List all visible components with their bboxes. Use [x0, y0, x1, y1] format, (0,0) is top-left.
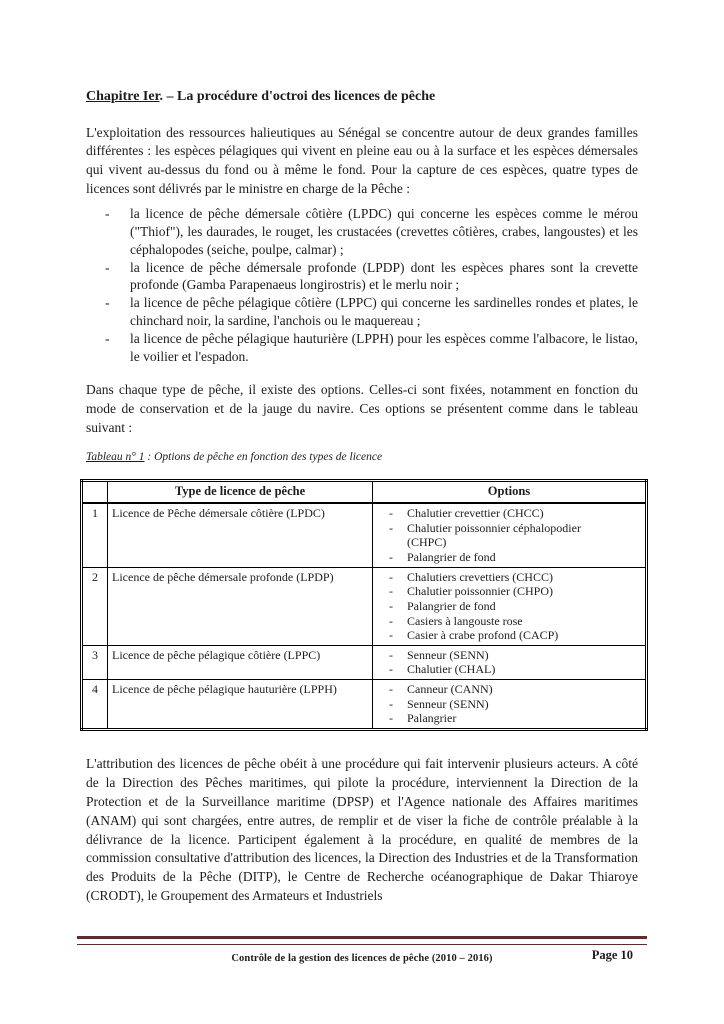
- dash-bullet: -: [389, 598, 393, 613]
- options-paragraph: Dans chaque type de pêche, il existe des options. Celles-ci sont fixées, notamment en fonction du mode de conservation et de la jauge du navire. Ces options se présentent comme dans le tableau suivant :: [86, 382, 638, 436]
- option-text: Palangrier de fond: [407, 598, 496, 613]
- dash-bullet: -: [389, 628, 393, 643]
- option-text: Palangrier: [407, 711, 457, 726]
- dash-bullet: -: [389, 662, 393, 677]
- option-text: Senneur (SENN): [407, 696, 489, 711]
- licence-type-cell: Licence de Pêche démersale côtière (LPDC): [108, 503, 373, 567]
- table-row: [82, 645, 647, 679]
- dash-bullet: -: [389, 647, 393, 662]
- option-item: [377, 599, 641, 614]
- option-item: [377, 506, 641, 521]
- procedure-paragraph: L'attribution des licences de pêche obéit à une procédure qui fait intervenir plusieurs acteurs. A côté de la Direction des Pêches maritimes, qui pilote la procédure, interviennent la Direction de la Protection et de la Surveillance maritime (DPSP) et l'Agence nationale des Affaires maritimes (ANAM) qui sont chargées, entre autres, de remplir et de viser la fiche de contrôle préalable à la délivrance de la licence. Participent également à la procédure, en qualité de membres de la commission consultative d'attribution des licences, la Direction des Industries et de la Transformation des Produits de la Pêche (DITP), le Centre de Recherche océanographique de Dakar Thiaroye (CRODT), le Groupement des Armateurs et Industriels: [86, 755, 638, 904]
- option-item: [377, 648, 641, 663]
- row-number-cell: 3: [82, 645, 108, 679]
- page-number: Page 10: [591, 948, 633, 962]
- dash-bullet: -: [389, 682, 393, 697]
- row-number-cell: 4: [82, 680, 108, 730]
- option-item: [377, 628, 641, 643]
- option-text: Chalutier poissonnier céphalopodier (CHPC): [407, 520, 581, 550]
- dash-bullet: -: [389, 550, 393, 565]
- dash-bullet: -: [105, 295, 110, 311]
- list-item: [86, 259, 638, 295]
- option-text: Chalutier (CHAL): [407, 662, 496, 677]
- chapter-heading-text: . – La procédure d'octroi des licences de pêche: [159, 89, 436, 104]
- intro-paragraph: L'exploitation des ressources halieutiques au Sénégal se concentre autour de deux grandes familles différentes : les espèces pélagiques qui vivent en pleine eau ou à la surface et les espèces démersales qui vivent au-dessus du fond ou à même le fond. Pour la capture de ces espèces, quatre types de licences sont délivrés par le ministre en charge de la Pêche :: [86, 124, 638, 197]
- dash-bullet: -: [105, 206, 110, 222]
- footer-rule: [77, 936, 647, 945]
- option-text: Chalutier poissonnier (CHPO): [407, 584, 553, 599]
- table-header-row: [82, 480, 647, 503]
- dash-bullet: -: [105, 259, 110, 275]
- row-number-cell: 2: [82, 567, 108, 645]
- table-row: [82, 680, 647, 730]
- dash-bullet: -: [389, 506, 393, 521]
- table-header-num: [82, 480, 108, 503]
- list-item-text: la licence de pêche pélagique hauturière (LPPH) pour les espèces comme l'albacore, le listao, le voilier et l'espadon.: [130, 330, 638, 364]
- page-content: [86, 88, 638, 906]
- options-cell: [373, 680, 647, 730]
- list-item: [86, 330, 638, 366]
- option-text: Chalutiers crevettiers (CHCC): [407, 569, 553, 584]
- option-item: [377, 711, 641, 726]
- table-row: [82, 503, 647, 567]
- table-header-options: Options: [373, 480, 647, 503]
- row-number-cell: 1: [82, 503, 108, 567]
- dash-bullet: -: [389, 569, 393, 584]
- option-item: [377, 697, 641, 712]
- licence-type-cell: Licence de pêche pélagique hauturière (LPPH): [108, 680, 373, 730]
- options-cell: [373, 567, 647, 645]
- dash-bullet: -: [389, 711, 393, 726]
- licence-type-cell: Licence de pêche démersale profonde (LPDP): [108, 567, 373, 645]
- option-item: [377, 570, 641, 585]
- options-cell: [373, 645, 647, 679]
- dash-bullet: -: [105, 330, 110, 346]
- option-item: [377, 682, 641, 697]
- footer-text-row: [77, 948, 647, 966]
- table-row: [82, 567, 647, 645]
- list-item-text: la licence de pêche démersale côtière (LPDC) qui concerne les espèces comme le mérou ("Thiof"), les daurades, le rouget, les crustacées (crevettes côtières, crabes, langoustes) et les céphalopodes (seiche, poulpe, calmar) ;: [130, 206, 638, 257]
- option-item: [377, 614, 641, 629]
- list-item-text: la licence de pêche pélagique côtière (LPPC) qui concerne les sardinelles rondes et plates, le chinchard noir, la sardine, l'anchois ou le maquereau ;: [130, 295, 638, 328]
- option-text: Casier à crabe profond (CACP): [407, 628, 559, 643]
- table-header-type: Type de licence de pêche: [108, 480, 373, 503]
- option-item: [377, 550, 641, 565]
- options-cell: [373, 503, 647, 567]
- chapter-heading-number: Chapitre Ier: [86, 89, 160, 104]
- option-item: [377, 662, 641, 677]
- dash-bullet: -: [389, 696, 393, 711]
- table-caption-text: : Options de pêche en fonction des types de licence: [144, 451, 383, 464]
- option-text: Senneur (SENN): [407, 647, 489, 662]
- table-caption-number: Tableau n° 1: [86, 451, 145, 464]
- option-item: [377, 521, 641, 550]
- footer-title: Contrôle de la gestion des licences de pêche (2010 – 2016): [231, 953, 493, 964]
- list-item-text: la licence de pêche démersale profonde (LPDP) dont les espèces phares sont la crevette profonde (Gamba Parapenaeus longirostris) et le merlu noir ;: [130, 259, 638, 293]
- licence-options-table: [80, 479, 648, 731]
- dash-bullet: -: [389, 613, 393, 628]
- licence-type-cell: Licence de pêche pélagique côtière (LPPC): [108, 645, 373, 679]
- list-item: [86, 205, 638, 258]
- option-text: Casiers à langouste rose: [407, 613, 523, 628]
- list-item: [86, 294, 638, 330]
- dash-bullet: -: [389, 584, 393, 599]
- dash-bullet: -: [389, 520, 393, 535]
- page-footer: [77, 936, 647, 966]
- option-text: Canneur (CANN): [407, 682, 493, 697]
- option-text: Palangrier de fond: [407, 550, 496, 565]
- table-caption: [86, 450, 638, 465]
- license-type-list: [86, 205, 638, 365]
- option-item: [377, 584, 641, 599]
- option-text: Chalutier crevettier (CHCC): [407, 506, 544, 521]
- chapter-heading: [86, 88, 638, 106]
